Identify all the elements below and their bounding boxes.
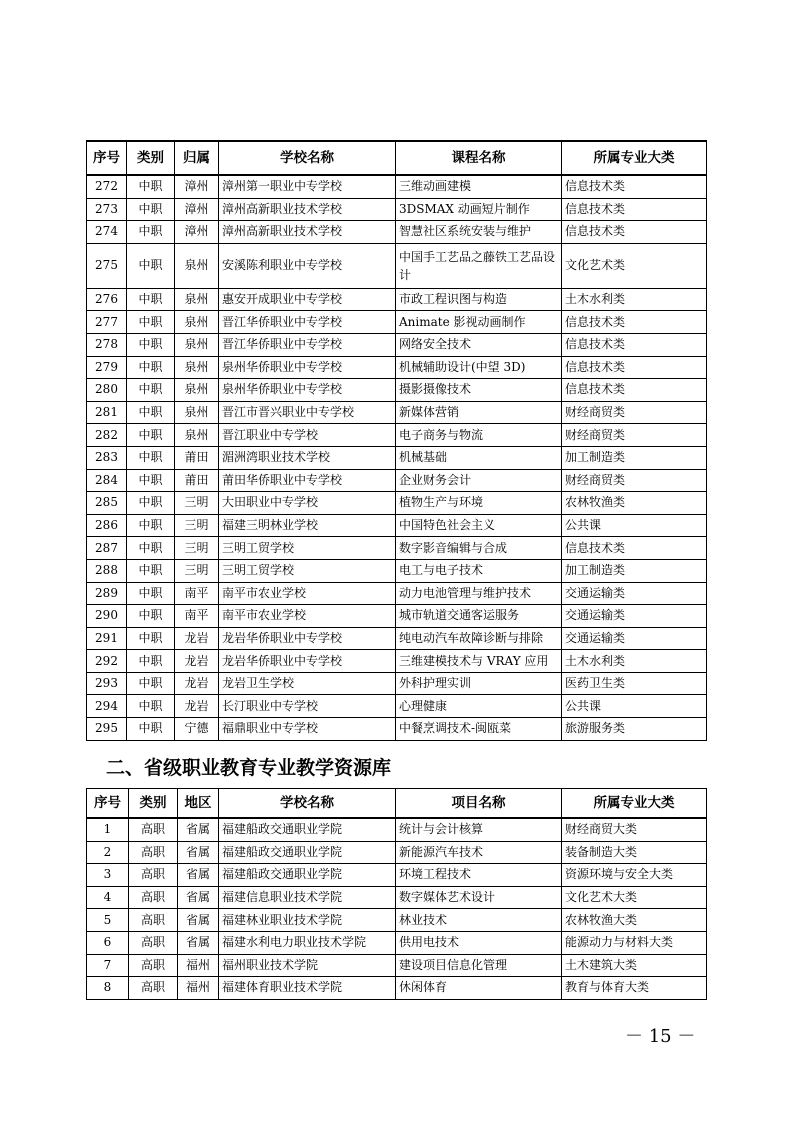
cell-name: 3DSMAX 动画短片制作	[396, 198, 562, 221]
cell-school: 泉州华侨职业中专学校	[219, 379, 396, 402]
cell-school: 晋江华侨职业中专学校	[219, 333, 396, 356]
header-project: 项目名称	[396, 789, 562, 819]
cell-region: 省属	[178, 886, 219, 909]
cell-index: 294	[87, 695, 127, 718]
table-row	[87, 627, 707, 650]
cell-region: 三明	[175, 492, 219, 515]
cell-major: 信息技术类	[562, 356, 707, 379]
header-school: 学校名称	[219, 789, 396, 819]
cell-major: 信息技术类	[562, 198, 707, 221]
cell-index: 275	[87, 243, 127, 288]
cell-region: 泉州	[175, 333, 219, 356]
cell-region: 龙岩	[175, 695, 219, 718]
header-category: 类别	[129, 789, 178, 819]
cell-name: 植物生产与环境	[396, 492, 562, 515]
cell-category: 中职	[127, 605, 175, 628]
cell-region: 省属	[178, 931, 219, 954]
cell-region: 南平	[175, 605, 219, 628]
cell-school: 龙岩华侨职业中专学校	[219, 650, 396, 673]
cell-index: 291	[87, 627, 127, 650]
cell-index: 282	[87, 424, 127, 447]
course-table	[86, 140, 707, 741]
cell-major: 医药卫生类	[562, 672, 707, 695]
cell-school: 大田职业中专学校	[219, 492, 396, 515]
cell-index: 4	[87, 886, 129, 909]
cell-school: 惠安开成职业中专学校	[219, 288, 396, 311]
table-row	[87, 221, 707, 244]
cell-major: 装备制造大类	[562, 841, 707, 864]
cell-category: 高职	[129, 977, 178, 1000]
cell-name: 统计与会计核算	[396, 818, 562, 841]
cell-major: 财经商贸大类	[562, 818, 707, 841]
header-category: 类别	[127, 141, 175, 175]
cell-region: 泉州	[175, 311, 219, 334]
cell-region: 龙岩	[175, 627, 219, 650]
header-index: 序号	[87, 141, 127, 175]
cell-major: 文化艺术类	[562, 243, 707, 288]
cell-category: 中职	[127, 695, 175, 718]
header-index: 序号	[87, 789, 129, 819]
cell-category: 中职	[127, 221, 175, 244]
cell-school: 漳州高新职业技术学校	[219, 198, 396, 221]
cell-major: 土木建筑大类	[562, 954, 707, 977]
cell-major: 加工制造类	[562, 446, 707, 469]
cell-major: 教育与体育大类	[562, 977, 707, 1000]
cell-name: 动力电池管理与维护技术	[396, 582, 562, 605]
table-row	[87, 559, 707, 582]
table-row	[87, 718, 707, 741]
cell-category: 高职	[129, 886, 178, 909]
cell-region: 泉州	[175, 243, 219, 288]
cell-region: 泉州	[175, 379, 219, 402]
cell-category: 中职	[127, 311, 175, 334]
cell-school: 三明工贸学校	[219, 537, 396, 560]
cell-index: 286	[87, 514, 127, 537]
cell-school: 龙岩华侨职业中专学校	[219, 627, 396, 650]
cell-region: 莆田	[175, 446, 219, 469]
cell-region: 泉州	[175, 288, 219, 311]
cell-region: 三明	[175, 559, 219, 582]
cell-region: 莆田	[175, 469, 219, 492]
table-row	[87, 886, 707, 909]
cell-school: 福鼎职业中专学校	[219, 718, 396, 741]
header-major: 所属专业大类	[562, 789, 707, 819]
cell-category: 高职	[129, 954, 178, 977]
table-row	[87, 650, 707, 673]
cell-region: 福州	[178, 954, 219, 977]
section-title: 二、省级职业教育专业教学资源库	[106, 757, 392, 779]
cell-major: 加工制造类	[562, 559, 707, 582]
cell-major: 土木水利类	[562, 288, 707, 311]
cell-name: 网络安全技术	[396, 333, 562, 356]
cell-name: 智慧社区系统安装与维护	[396, 221, 562, 244]
cell-index: 1	[87, 818, 129, 841]
cell-name: 三维建模技术与 VRAY 应用	[396, 650, 562, 673]
cell-school: 福建信息职业技术学院	[219, 886, 396, 909]
cell-category: 中职	[127, 288, 175, 311]
table-row	[87, 424, 707, 447]
cell-major: 交通运输类	[562, 582, 707, 605]
cell-name: 建设项目信息化管理	[396, 954, 562, 977]
cell-category: 中职	[127, 379, 175, 402]
cell-category: 高职	[129, 931, 178, 954]
cell-name: 数字媒体艺术设计	[396, 886, 562, 909]
header-school: 学校名称	[219, 141, 396, 175]
cell-index: 274	[87, 221, 127, 244]
table-row	[87, 288, 707, 311]
table-row	[87, 818, 707, 841]
table-header-row	[87, 141, 707, 175]
cell-region: 省属	[178, 909, 219, 932]
header-region: 归属	[175, 141, 219, 175]
cell-major: 信息技术类	[562, 221, 707, 244]
table-row	[87, 356, 707, 379]
cell-index: 272	[87, 175, 127, 198]
resource-table	[86, 788, 707, 1000]
cell-school: 莆田华侨职业中专学校	[219, 469, 396, 492]
cell-category: 高职	[129, 864, 178, 887]
cell-major: 财经商贸类	[562, 401, 707, 424]
cell-name: 三维动画建模	[396, 175, 562, 198]
table-row	[87, 931, 707, 954]
cell-region: 南平	[175, 582, 219, 605]
cell-index: 7	[87, 954, 129, 977]
cell-index: 5	[87, 909, 129, 932]
cell-school: 福建三明林业学校	[219, 514, 396, 537]
table-row	[87, 175, 707, 198]
cell-index: 277	[87, 311, 127, 334]
cell-index: 295	[87, 718, 127, 741]
cell-school: 长汀职业中专学校	[219, 695, 396, 718]
cell-category: 高职	[129, 818, 178, 841]
cell-major: 农林牧渔类	[562, 492, 707, 515]
cell-index: 292	[87, 650, 127, 673]
cell-region: 三明	[175, 537, 219, 560]
cell-major: 能源动力与材料大类	[562, 931, 707, 954]
table-row	[87, 537, 707, 560]
cell-category: 中职	[127, 333, 175, 356]
table-row	[87, 198, 707, 221]
cell-category: 中职	[127, 424, 175, 447]
cell-name: 中国特色社会主义	[396, 514, 562, 537]
cell-region: 宁德	[175, 718, 219, 741]
cell-index: 276	[87, 288, 127, 311]
cell-name: 休闲体育	[396, 977, 562, 1000]
table-row	[87, 514, 707, 537]
cell-index: 290	[87, 605, 127, 628]
cell-school: 安溪陈利职业中专学校	[219, 243, 396, 288]
cell-name: 城市轨道交通客运服务	[396, 605, 562, 628]
cell-major: 信息技术类	[562, 333, 707, 356]
cell-name: 外科护理实训	[396, 672, 562, 695]
table-row	[87, 311, 707, 334]
page-number: － 15 －	[625, 1026, 696, 1047]
cell-region: 省属	[178, 818, 219, 841]
cell-category: 高职	[129, 841, 178, 864]
cell-school: 福建水利电力职业技术学院	[219, 931, 396, 954]
cell-category: 中职	[127, 469, 175, 492]
cell-region: 省属	[178, 864, 219, 887]
table-row	[87, 446, 707, 469]
table-row	[87, 909, 707, 932]
cell-major: 财经商贸类	[562, 469, 707, 492]
cell-major: 土木水利类	[562, 650, 707, 673]
cell-index: 289	[87, 582, 127, 605]
cell-name: 新能源汽车技术	[396, 841, 562, 864]
header-area: 地区	[178, 789, 219, 819]
table-row	[87, 401, 707, 424]
cell-name: 电子商务与物流	[396, 424, 562, 447]
cell-index: 280	[87, 379, 127, 402]
cell-name: 企业财务会计	[396, 469, 562, 492]
cell-major: 财经商贸类	[562, 424, 707, 447]
cell-index: 287	[87, 537, 127, 560]
cell-major: 信息技术类	[562, 311, 707, 334]
cell-region: 泉州	[175, 424, 219, 447]
cell-region: 龙岩	[175, 650, 219, 673]
cell-school: 福建体育职业技术学院	[219, 977, 396, 1000]
cell-name: 机械辅助设计(中望 3D)	[396, 356, 562, 379]
cell-school: 湄洲湾职业技术学校	[219, 446, 396, 469]
cell-category: 中职	[127, 356, 175, 379]
cell-school: 晋江华侨职业中专学校	[219, 311, 396, 334]
table-row	[87, 672, 707, 695]
cell-major: 旅游服务类	[562, 718, 707, 741]
cell-name: 中餐烹调技术-闽瓯菜	[396, 718, 562, 741]
cell-category: 中职	[127, 672, 175, 695]
cell-category: 中职	[127, 514, 175, 537]
cell-region: 泉州	[175, 356, 219, 379]
cell-name: 数字影音编辑与合成	[396, 537, 562, 560]
cell-category: 中职	[127, 492, 175, 515]
table-row	[87, 864, 707, 887]
cell-major: 信息技术类	[562, 175, 707, 198]
cell-index: 2	[87, 841, 129, 864]
cell-index: 293	[87, 672, 127, 695]
cell-region: 福州	[178, 977, 219, 1000]
cell-school: 龙岩卫生学校	[219, 672, 396, 695]
cell-school: 福建船政交通职业学院	[219, 818, 396, 841]
cell-category: 中职	[127, 175, 175, 198]
cell-index: 6	[87, 931, 129, 954]
cell-category: 中职	[127, 582, 175, 605]
cell-name: 机械基础	[396, 446, 562, 469]
cell-name: 环境工程技术	[396, 864, 562, 887]
cell-school: 南平市农业学校	[219, 605, 396, 628]
cell-index: 8	[87, 977, 129, 1000]
cell-region: 漳州	[175, 198, 219, 221]
cell-category: 中职	[127, 559, 175, 582]
cell-major: 交通运输类	[562, 605, 707, 628]
cell-school: 漳州第一职业中专学校	[219, 175, 396, 198]
cell-region: 三明	[175, 514, 219, 537]
cell-index: 288	[87, 559, 127, 582]
cell-name: 电工与电子技术	[396, 559, 562, 582]
cell-index: 3	[87, 864, 129, 887]
table-row	[87, 954, 707, 977]
cell-major: 信息技术类	[562, 537, 707, 560]
cell-index: 285	[87, 492, 127, 515]
table-row	[87, 469, 707, 492]
cell-category: 中职	[127, 650, 175, 673]
cell-region: 龙岩	[175, 672, 219, 695]
cell-name: 新媒体营销	[396, 401, 562, 424]
cell-name: 林业技术	[396, 909, 562, 932]
table-row	[87, 582, 707, 605]
cell-school: 福州职业技术学院	[219, 954, 396, 977]
cell-category: 中职	[127, 198, 175, 221]
cell-index: 283	[87, 446, 127, 469]
cell-school: 三明工贸学校	[219, 559, 396, 582]
cell-name: 心理健康	[396, 695, 562, 718]
cell-region: 泉州	[175, 401, 219, 424]
cell-major: 农林牧渔大类	[562, 909, 707, 932]
cell-name: 纯电动汽车故障诊断与排除	[396, 627, 562, 650]
header-major: 所属专业大类	[562, 141, 707, 175]
cell-school: 泉州华侨职业中专学校	[219, 356, 396, 379]
cell-category: 中职	[127, 718, 175, 741]
cell-name: 市政工程识图与构造	[396, 288, 562, 311]
table-row	[87, 243, 707, 288]
cell-major: 交通运输类	[562, 627, 707, 650]
table-row	[87, 841, 707, 864]
cell-region: 漳州	[175, 175, 219, 198]
cell-major: 公共课	[562, 514, 707, 537]
cell-school: 福建船政交通职业学院	[219, 841, 396, 864]
cell-category: 中职	[127, 243, 175, 288]
cell-index: 279	[87, 356, 127, 379]
cell-name: Animate 影视动画制作	[396, 311, 562, 334]
table-row	[87, 379, 707, 402]
cell-school: 福建船政交通职业学院	[219, 864, 396, 887]
cell-category: 中职	[127, 627, 175, 650]
cell-index: 273	[87, 198, 127, 221]
header-course: 课程名称	[396, 141, 562, 175]
cell-index: 284	[87, 469, 127, 492]
table-row	[87, 977, 707, 1000]
cell-major: 公共课	[562, 695, 707, 718]
cell-name: 中国手工艺品之藤铁工艺品设计	[396, 243, 562, 288]
cell-major: 信息技术类	[562, 379, 707, 402]
cell-region: 漳州	[175, 221, 219, 244]
table-row	[87, 695, 707, 718]
cell-school: 福建林业职业技术学院	[219, 909, 396, 932]
cell-name: 供用电技术	[396, 931, 562, 954]
cell-major: 文化艺术大类	[562, 886, 707, 909]
cell-category: 中职	[127, 537, 175, 560]
cell-category: 高职	[129, 909, 178, 932]
cell-category: 中职	[127, 446, 175, 469]
cell-major: 资源环境与安全大类	[562, 864, 707, 887]
cell-index: 278	[87, 333, 127, 356]
cell-school: 漳州高新职业技术学校	[219, 221, 396, 244]
cell-name: 摄影摄像技术	[396, 379, 562, 402]
table-row	[87, 492, 707, 515]
cell-index: 281	[87, 401, 127, 424]
cell-school: 晋江职业中专学校	[219, 424, 396, 447]
cell-school: 南平市农业学校	[219, 582, 396, 605]
table-header-row	[87, 789, 707, 819]
table-row	[87, 333, 707, 356]
cell-school: 晋江市晋兴职业中专学校	[219, 401, 396, 424]
cell-region: 省属	[178, 841, 219, 864]
table-row	[87, 605, 707, 628]
cell-category: 中职	[127, 401, 175, 424]
